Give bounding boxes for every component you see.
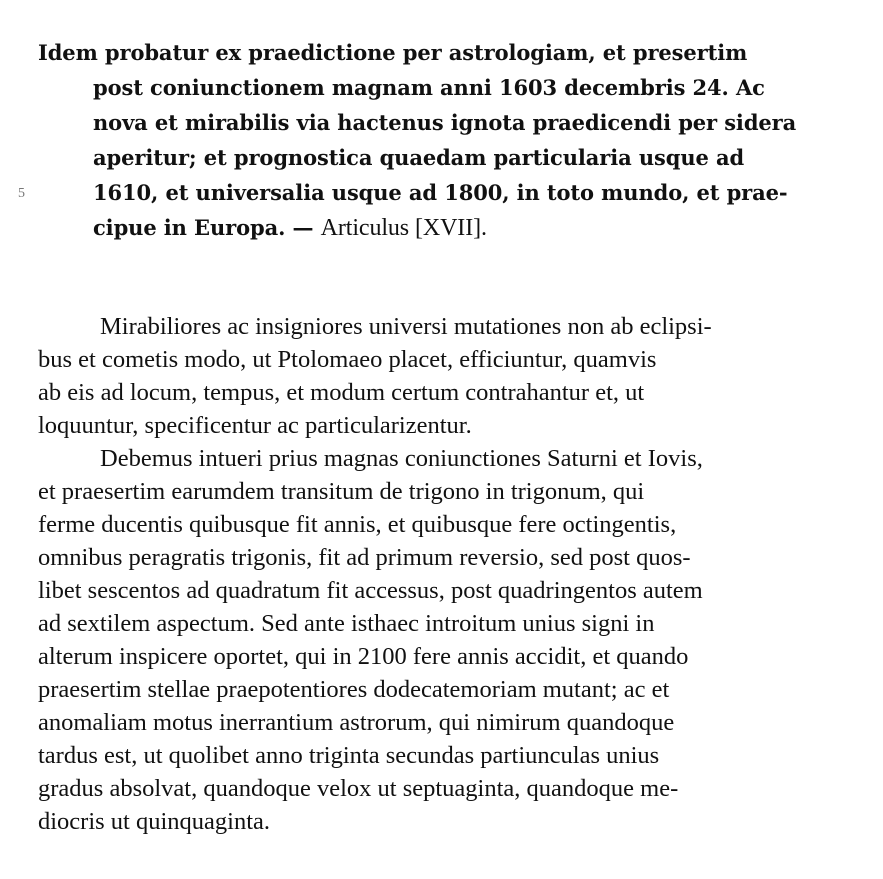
- heading-line: post coniunctionem magnam anni 1603 decembris 24. Ac: [93, 75, 765, 100]
- heading-line: Idem probatur ex praedictione per astrologiam, et presertim: [38, 40, 748, 65]
- paragraph-line: et praesertim earumdem transitum de trigono in trigonum, qui: [38, 478, 645, 505]
- heading-line: aperitur; et prognostica quaedam particularia usque ad: [93, 145, 745, 170]
- paragraph-line: gradus absolvat, quandoque velox ut septuaginta, quandoque me-: [38, 775, 679, 802]
- margin-line-number: 5: [18, 186, 25, 201]
- paragraph-line: ferme ducentis quibusque fit annis, et quibusque fere octingentis,: [38, 511, 677, 538]
- paragraph-line: bus et cometis modo, ut Ptolomaeo placet, efficiuntur, quamvis: [38, 346, 657, 373]
- paragraph-line: Debemus intueri prius magnas coniunctiones Saturni et Iovis,: [100, 445, 703, 472]
- paragraph-line: omnibus peragratis trigonis, fit ad primum reversio, sed post quos-: [38, 544, 691, 571]
- paragraph-line: diocris ut quinquaginta.: [38, 808, 271, 835]
- heading-line-text: cipue in Europa. —: [93, 215, 314, 240]
- paragraph-line: alterum inspicere oportet, qui in 2100 fere annis accidit, et quando: [38, 643, 689, 670]
- paragraph-line: ad sextilem aspectum. Sed ante isthaec introitum unius signi in: [38, 610, 655, 637]
- heading-line: 1610, et universalia usque ad 1800, in toto mundo, et prae-: [93, 180, 788, 205]
- paragraph-line: tardus est, ut quolibet anno triginta secundas partiunculas unius: [38, 742, 660, 769]
- heading-line: nova et mirabilis via hactenus ignota praedicendi per sidera: [93, 110, 797, 135]
- paragraph-line: loquuntur, specificentur ac particularizentur.: [38, 412, 472, 439]
- paragraph-line: ab eis ad locum, tempus, et modum certum contrahantur et, ut: [38, 379, 645, 406]
- paragraph-line: anomaliam motus inerrantium astrorum, qui nimirum quandoque: [38, 709, 675, 736]
- article-number: Articulus [XVII].: [320, 215, 487, 241]
- paragraph-line: praesertim stellae praepotentiores dodecatemoriam mutant; ac et: [38, 676, 670, 703]
- paragraph-line: Mirabiliores ac insigniores universi mutationes non ab eclipsi-: [100, 313, 712, 340]
- paragraph-line: libet sescentos ad quadratum fit accessus, post quadringentos autem: [38, 577, 703, 604]
- heading-line: [93, 215, 487, 242]
